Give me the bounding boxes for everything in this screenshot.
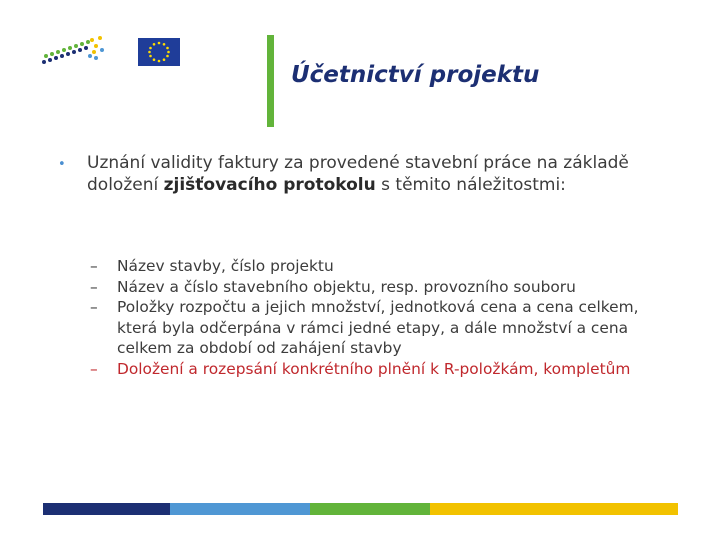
list-item — [90, 277, 670, 298]
list-item-text: Název stavby, číslo projektu — [117, 257, 334, 275]
footer-color-bar — [43, 503, 678, 515]
list-item-text: Název a číslo stavebního objektu, resp. provozního souboru — [117, 277, 576, 296]
list-item-text: Doložení a rozepsání konkrétního plnění k R-položkám, kompletům — [117, 359, 631, 378]
footer-segment-yellow — [430, 503, 678, 515]
eu-flag-icon — [138, 38, 180, 66]
main-bullet-text — [87, 152, 678, 196]
title-accent-bar — [267, 35, 274, 127]
bullet-text-before: Uznání validity faktury za provedené stavební práce na základě doložení — [87, 153, 629, 195]
footer-segment-green — [310, 503, 431, 515]
page-title: Účetnictví projektu — [291, 62, 540, 88]
list-item-text: Položky rozpočtu a jejich množství, jednotková cena a cena celkem, která byla odčerpána v rámci jedné etapy, a dále množství a cena celkem za období od zahájení stavby — [117, 298, 639, 357]
dash-icon: – — [90, 257, 98, 275]
sub-bullet-list — [90, 256, 670, 379]
list-item — [90, 256, 670, 277]
footer-segment-blue — [170, 503, 310, 515]
bullet-dot-icon: • — [58, 157, 66, 172]
dash-icon: – — [90, 298, 98, 316]
bullet-text-after: s těmito náležitostmi: — [375, 175, 566, 195]
dash-icon: – — [90, 359, 98, 378]
dash-icon: – — [90, 277, 98, 296]
list-item-highlighted — [90, 359, 670, 380]
structural-funds-logo-icon — [38, 32, 108, 68]
footer-segment-navy — [43, 503, 170, 515]
list-item — [90, 297, 670, 359]
bullet-text-bold: zjišťovacího protokolu — [163, 175, 376, 195]
main-bullet — [58, 152, 678, 196]
